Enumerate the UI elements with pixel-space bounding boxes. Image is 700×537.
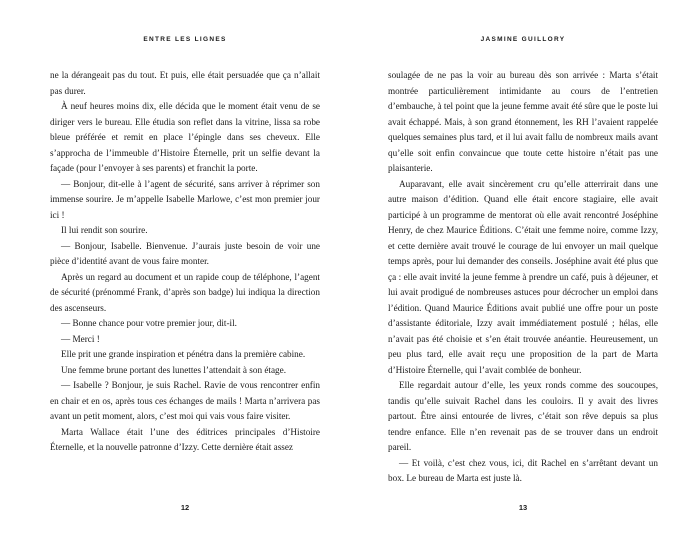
right-page	[358, 0, 688, 537]
page-number-left: 12	[180, 503, 190, 512]
paragraph: Elle prit une grande inspiration et pénétra dans la première cabine.	[61, 349, 306, 359]
running-header-left: ENTRE LES LIGNES	[143, 36, 227, 43]
paragraph: soulagée de ne pas la voir au bureau dès son arrivée : Marta s’était montrée particulièrement intimidante au cours de l’entretien d’embauche, à tel point que la jeune femme avait été sûre que le poste lui avait échappé. Mais, à son grand étonnement, les RH l’avaient rappelée quelques semaines plus tard, et il lui avait fallu de nombreux mails avant qu’elle soit enfin convaincue que toute cette histoire n’était pas une plaisanterie.	[388, 70, 658, 173]
left-page-text	[50, 68, 320, 456]
paragraph: Une femme brune portant des lunettes l’attendait à son étage.	[61, 364, 287, 375]
paragraph: À neuf heures moins dix, elle décida que le moment était venu de se diriger vers le bureau. Elle étudia son reflet dans la vitrine, lissa sa robe bleue préférée et remit en place l’épingle dans ses cheveux. Elle s’approcha de l’immeuble d’Histoire Éternelle, prit un selfie devant la façade (pour l’envoyer à ses parents) et franchit la porte.	[50, 101, 320, 173]
paragraph: — Bonjour, Isabelle. Bienvenue. J’aurais juste besoin de voir une pièce d’identité avant de vous faire monter.	[50, 240, 320, 266]
paragraph: Auparavant, elle avait sincèrement cru qu’elle atterrirait dans une autre maison d’édition. Quand elle était encore stagiaire, elle avait participé à un programme de mentorat où elle avait rencontré Joséphine Henry, de chez Maurice Éditions. C’était une femme noire, comme Izzy, et cette dernière avait trouvé le courage de lui envoyer un mail quelque temps après, pour lui demander des conseils. Joséphine avait été plus que ça : elle avait invité la jeune femme à prendre un café, puis à déjeuner, et lui avait prodigué de nombreuses astuces pour décrocher un emploi dans l’édition. Quand Maurice Éditions avait publié une offre pour un poste d’assistante éditoriale, Izzy avait immédiatement postulé ; hélas, elle n’avait pas été choisie et s’en était trouvée anéantie. Heureusement, un peu plus tard, elle avait reçu une proposition de la part de Marta d’Histoire Éternelle, qui l’avait comblée de bonheur.	[388, 178, 658, 375]
paragraph: ne la dérangeait pas du tout. Et puis, elle était persuadée que ça n’allait pas durer.	[50, 70, 320, 96]
page-number-right: 13	[518, 503, 528, 512]
paragraph: Après un regard au document et un rapide coup de téléphone, l’agent de sécurité (prénommé Frank, d’après son badge) lui indiqua la direction des ascenseurs.	[50, 271, 320, 313]
paragraph: — Merci !	[61, 333, 100, 344]
paragraph: Elle regardait autour d’elle, les yeux ronds comme des soucoupes, tandis qu’elle suivait Rachel dans les couloirs. Il y avait des livres partout. Être ainsi entourée de livres, c’était son rêve depuis sa plus tendre enfance. Elle n’en revenait pas de se trouver dans un endroit pareil.	[388, 380, 658, 452]
paragraph: Il lui rendit son sourire.	[61, 225, 148, 235]
paragraph: — Bonne chance pour votre premier jour, dit-il.	[61, 318, 237, 328]
right-page-text	[388, 68, 658, 487]
left-page	[20, 0, 350, 537]
paragraph: — Et voilà, c’est chez vous, ici, dit Rachel en s’arrêtant devant un box. Le bureau de Marta est juste là.	[388, 457, 658, 483]
paragraph: Marta Wallace était l’une des éditrices principales d’Histoire Éternelle, et la nouvelle patronne d’Izzy. Cette dernière était assez	[50, 426, 320, 452]
paragraph: — Isabelle ? Bonjour, je suis Rachel. Ravie de vous rencontrer enfin en chair et en os, après tous ces échanges de mails ! Marta n’arrivera pas avant un petit moment, alors, c’est moi qui vais vous faire visiter.	[50, 380, 320, 421]
running-header-right: JASMINE GUILLORY	[480, 36, 566, 43]
paragraph: — Bonjour, dit-elle à l’agent de sécurité, sans arriver à réprimer son immense sourire. Je m’appelle Isabelle Marlowe, c’est mon premier jour ici !	[50, 178, 320, 220]
